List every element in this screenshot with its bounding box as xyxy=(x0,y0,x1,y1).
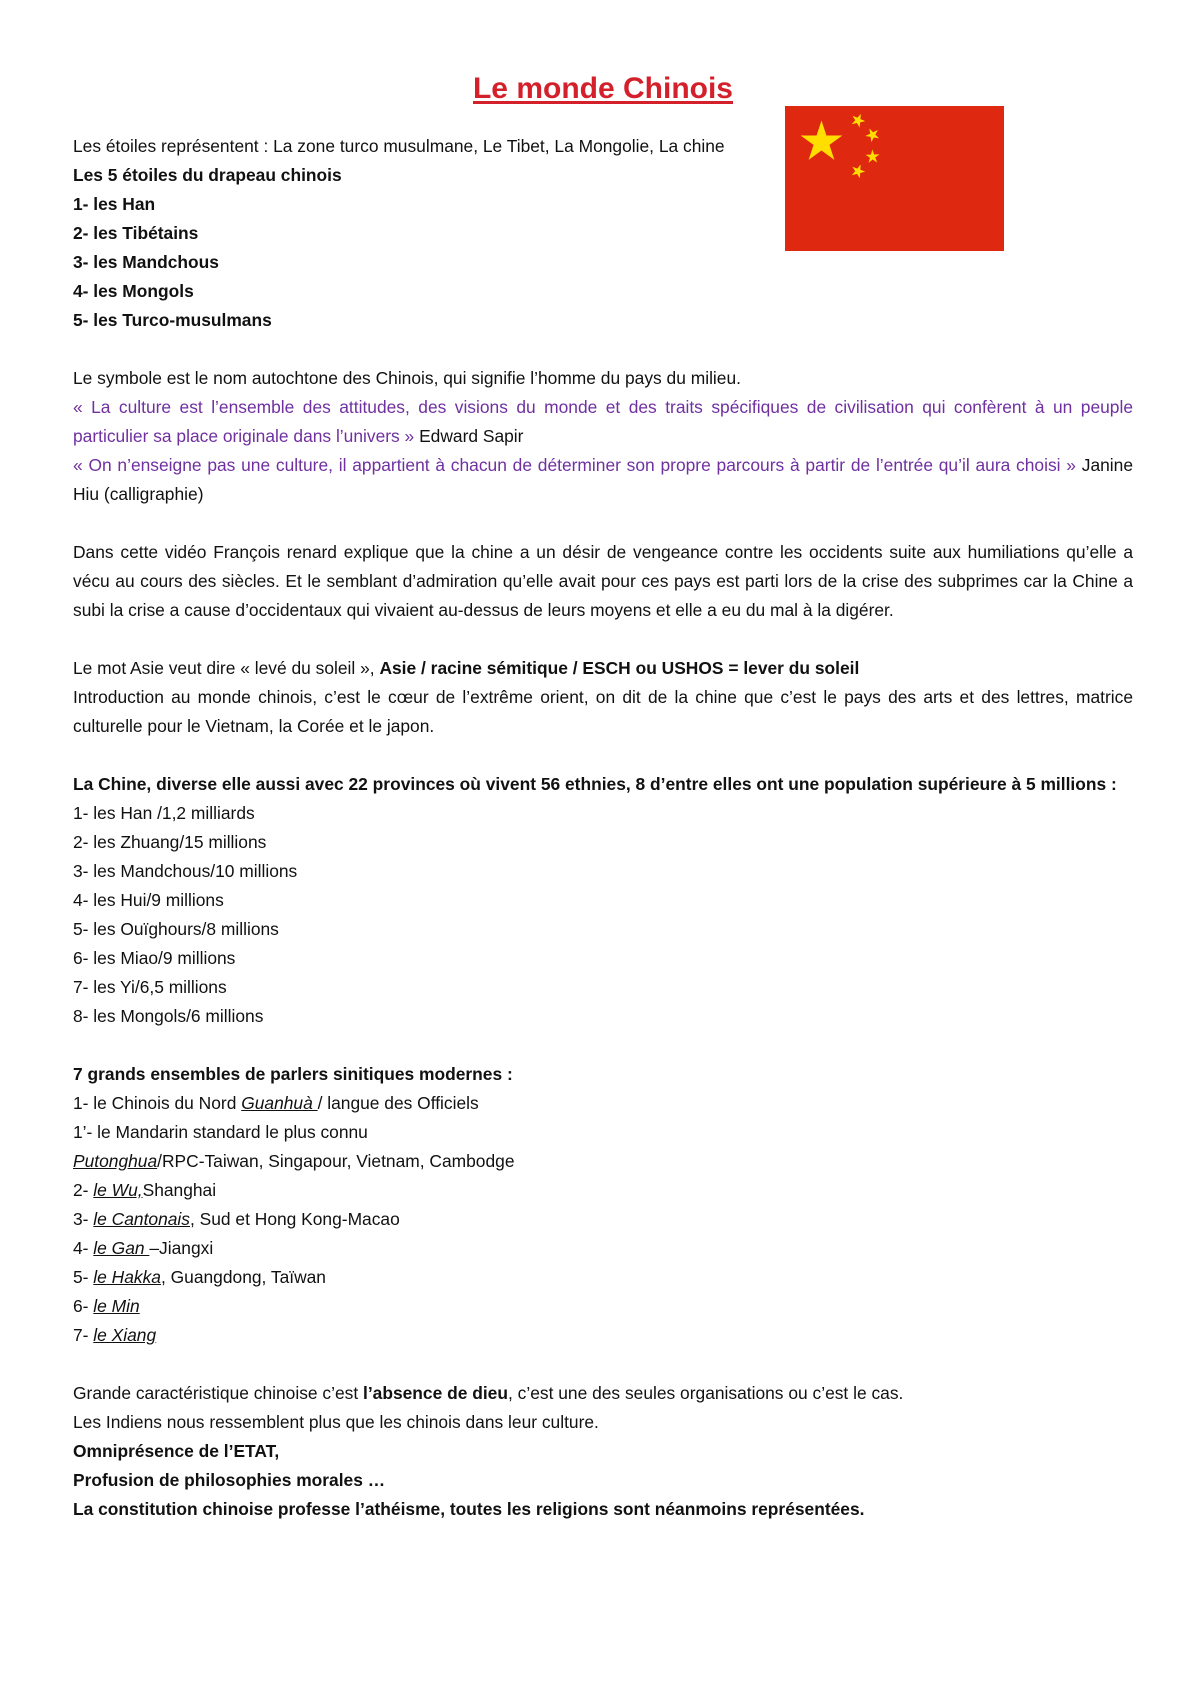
star-item: 5- les Turco-musulmans xyxy=(73,310,272,330)
stars-heading: Les 5 étoiles du drapeau chinois xyxy=(73,165,342,185)
caracteristique-bold: l’absence de dieu xyxy=(363,1383,508,1403)
parler-name: le Gan xyxy=(93,1238,150,1258)
asie-bold: Asie / racine sémitique / ESCH ou USHOS = lever du soleil xyxy=(379,658,860,678)
page-title: Le monde Chinois xyxy=(472,72,733,105)
ethnie-item: 1- les Han /1,2 milliards xyxy=(73,803,255,823)
quote-text: « La culture est l’ensemble des attitudes, des visions du monde et des traits spécifiques de civilisation qui confèrent à un peuple particulier sa place originale dans l’univers » xyxy=(73,397,1133,446)
document-page xyxy=(73,72,1133,1524)
china-flag-image xyxy=(785,106,1004,251)
parler-detail: Shanghai xyxy=(142,1180,217,1200)
final-line: Omniprésence de l’ETAT, xyxy=(73,1441,280,1461)
star-item: 2- les Tibétains xyxy=(73,223,199,243)
video-paragraph: Dans cette vidéo François renard explique que la chine a un désir de vengeance contre les occidents suite aux humiliations qu’elle a vécu au cours des siècles. Et le semblant d’admiration qu’elle avait pour ces pays est parti lors de la crise des subprimes car la Chine a subi la crise a cause d’occidentaux qui vivaient au-dessus de leurs moyens et elle a eu du mal à la digérer. xyxy=(73,542,1133,620)
parler-prefix: 1- le Chinois du Nord xyxy=(73,1093,242,1113)
ethnie-item: 2- les Zhuang/15 millions xyxy=(73,832,267,852)
intro-line: Les étoiles représentent : La zone turco musulmane, Le Tibet, La Mongolie, La chine xyxy=(73,136,725,156)
quote-author: Janine Hiu (calligraphie) xyxy=(73,455,1133,504)
caracteristique-end: , c’est une des seules organisations ou c’est le cas. xyxy=(507,1383,904,1403)
asie-normal: Le mot Asie veut dire « levé du soleil », xyxy=(73,658,380,678)
parler-name: le Xiang xyxy=(93,1325,157,1345)
star-item: 4- les Mongols xyxy=(73,281,194,301)
caracteristique-line xyxy=(73,1379,1133,1408)
parler-prefix: 7- xyxy=(73,1325,94,1345)
parler-detail: , Guangdong, Taïwan xyxy=(160,1267,326,1287)
parler-name: Putonghua xyxy=(73,1151,158,1171)
ethnie-item: 3- les Mandchous/10 millions xyxy=(73,861,298,881)
parler-detail: /RPC-Taiwan, Singapour, Vietnam, Cambodge xyxy=(157,1151,515,1171)
parler-detail: / langue des Officiels xyxy=(317,1093,479,1113)
parler-prefix: 2- xyxy=(73,1180,94,1200)
quote-hiu xyxy=(73,451,1133,509)
star-item: 3- les Mandchous xyxy=(73,252,219,272)
indiens-line: Les Indiens nous ressemblent plus que les chinois dans leur culture. xyxy=(73,1412,599,1432)
final-line: Profusion de philosophies morales … xyxy=(73,1470,386,1490)
star-item: 1- les Han xyxy=(73,194,156,214)
parler-name: le Hakka xyxy=(93,1267,161,1287)
parler-item xyxy=(73,1176,1133,1205)
ethnie-item: 6- les Miao/9 millions xyxy=(73,948,236,968)
parler-name: le Wu, xyxy=(93,1180,143,1200)
parler-item xyxy=(73,1234,1133,1263)
parler-item xyxy=(73,1263,1133,1292)
parler-name: le Cantonais xyxy=(93,1209,190,1229)
ethnie-item: 7- les Yi/6,5 millions xyxy=(73,977,227,997)
symbole-line: Le symbole est le nom autochtone des Chinois, qui signifie l’homme du pays du milieu. xyxy=(73,368,741,388)
ethnie-item: 8- les Mongols/6 millions xyxy=(73,1006,264,1026)
parler-prefix: 4- xyxy=(73,1238,94,1258)
quote-author: Edward Sapir xyxy=(414,426,524,446)
parler-prefix: 6- xyxy=(73,1296,94,1316)
quote-sapir xyxy=(73,393,1133,451)
ethnies-heading: La Chine, diverse elle aussi avec 22 provinces où vivent 56 ethnies, 8 d’entre elles ont une population supérieure à 5 millions : xyxy=(73,774,1117,794)
parler-item xyxy=(73,1321,1133,1350)
ethnie-item: 4- les Hui/9 millions xyxy=(73,890,224,910)
caracteristique-start: Grande caractéristique chinoise c’est xyxy=(73,1383,363,1403)
intro-monde-paragraph: Introduction au monde chinois, c’est le cœur de l’extrême orient, on dit de la chine que c’est le pays des arts et des lettres, matrice culturelle pour le Vietnam, la Corée et le japon. xyxy=(73,687,1133,736)
parler-detail: –Jiangxi xyxy=(149,1238,214,1258)
parler-name: Guanhuà xyxy=(241,1093,318,1113)
parler-item xyxy=(73,1147,1133,1176)
final-line: La constitution chinoise professe l’athéisme, toutes les religions sont néanmoins représentées. xyxy=(73,1499,865,1519)
parler-item xyxy=(73,1292,1133,1321)
ethnie-item: 5- les Ouïghours/8 millions xyxy=(73,919,279,939)
parler-detail: , Sud et Hong Kong-Macao xyxy=(189,1209,400,1229)
parler-name: le Min xyxy=(93,1296,140,1316)
parler-item xyxy=(73,1205,1133,1234)
parler-prefix: 3- xyxy=(73,1209,94,1229)
parlers-heading: 7 grands ensembles de parlers sinitiques modernes : xyxy=(73,1064,513,1084)
asie-line xyxy=(73,654,1133,683)
parler-item: 1’- le Mandarin standard le plus connu xyxy=(73,1122,368,1142)
quote-text: « On n’enseigne pas une culture, il appartient à chacun de déterminer son propre parcours à partir de l’entrée qu’il aura choisi » xyxy=(73,455,1076,475)
flag-background xyxy=(785,106,1004,251)
parler-item xyxy=(73,1089,1133,1118)
parler-prefix: 5- xyxy=(73,1267,94,1287)
